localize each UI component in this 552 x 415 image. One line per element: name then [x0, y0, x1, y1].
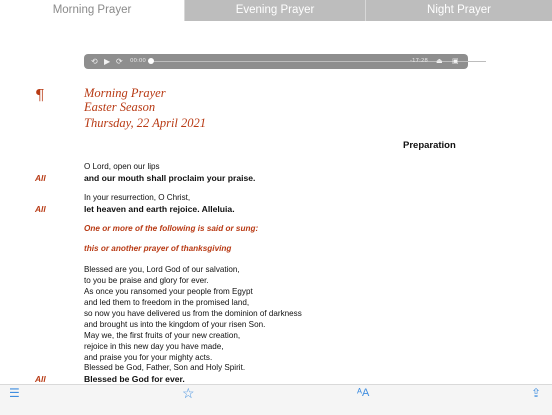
elapsed-time: 00:00: [130, 58, 146, 64]
rewind-icon[interactable]: ⟲: [91, 57, 98, 66]
prayer-line: and led them to freedom in the promised land,: [84, 298, 250, 307]
play-icon[interactable]: ▶: [104, 57, 111, 66]
tab-night-prayer[interactable]: Night Prayer: [365, 0, 552, 21]
prayer-line: and praise you for your mighty acts.: [84, 353, 213, 362]
star-icon[interactable]: ☆: [182, 385, 195, 401]
rubric: this or another prayer of thanksgiving: [84, 244, 232, 253]
versicle: O Lord, open our lips: [84, 162, 160, 171]
versicle: In your resurrection, O Christ,: [84, 193, 191, 202]
airplay-icon[interactable]: ⏏: [436, 58, 443, 65]
tab-morning-prayer[interactable]: Morning Prayer: [0, 0, 184, 21]
progress-knob[interactable]: [148, 58, 154, 64]
season-label: Easter Season: [84, 100, 156, 114]
prayer-line: rejoice in this new day you have made,: [84, 342, 224, 351]
prayer-line: and brought us into the kingdom of your risen Son.: [84, 320, 266, 329]
tab-evening-prayer[interactable]: Evening Prayer: [184, 0, 365, 21]
date-label: Thursday, 22 April 2021: [84, 116, 207, 130]
prayer-line: Blessed are you, Lord God of our salvation,: [84, 265, 240, 274]
prayer-tab-bar: [0, 0, 552, 21]
pilcrow-icon[interactable]: ¶: [35, 86, 45, 104]
prayer-line: so now you have delivered us from the dominion of darkness: [84, 309, 302, 318]
section-title: Preparation: [403, 140, 456, 151]
remaining-time: -17:28: [410, 58, 428, 64]
prayer-line: May we, the first fruits of your new creation,: [84, 331, 241, 340]
prayer-line: As once you ransomed your people from Egypt: [84, 287, 253, 296]
response: let heaven and earth rejoice. Alleluia.: [84, 204, 235, 214]
all-label: All: [35, 374, 46, 384]
page-title: Morning Prayer: [84, 86, 166, 100]
forward-icon[interactable]: ⟳: [116, 57, 123, 66]
prayer-line: to you be praise and glory for ever.: [84, 276, 209, 285]
bottom-toolbar: [0, 384, 552, 415]
text-size-icon[interactable]: ᴬA: [357, 387, 370, 399]
all-label: All: [35, 204, 46, 214]
final-response: Blessed be God for ever.: [84, 374, 185, 384]
audio-player: [84, 54, 468, 69]
share-icon[interactable]: ⇪: [531, 386, 542, 400]
response: and our mouth shall proclaim your praise.: [84, 173, 256, 183]
picture-in-picture-icon[interactable]: ▣: [452, 58, 459, 65]
prayer-line: Blessed be God, Father, Son and Holy Spirit.: [84, 363, 246, 372]
rubric: One or more of the following is said or sung:: [84, 224, 259, 233]
all-label: All: [35, 173, 46, 183]
list-icon[interactable]: ☰: [9, 386, 20, 400]
